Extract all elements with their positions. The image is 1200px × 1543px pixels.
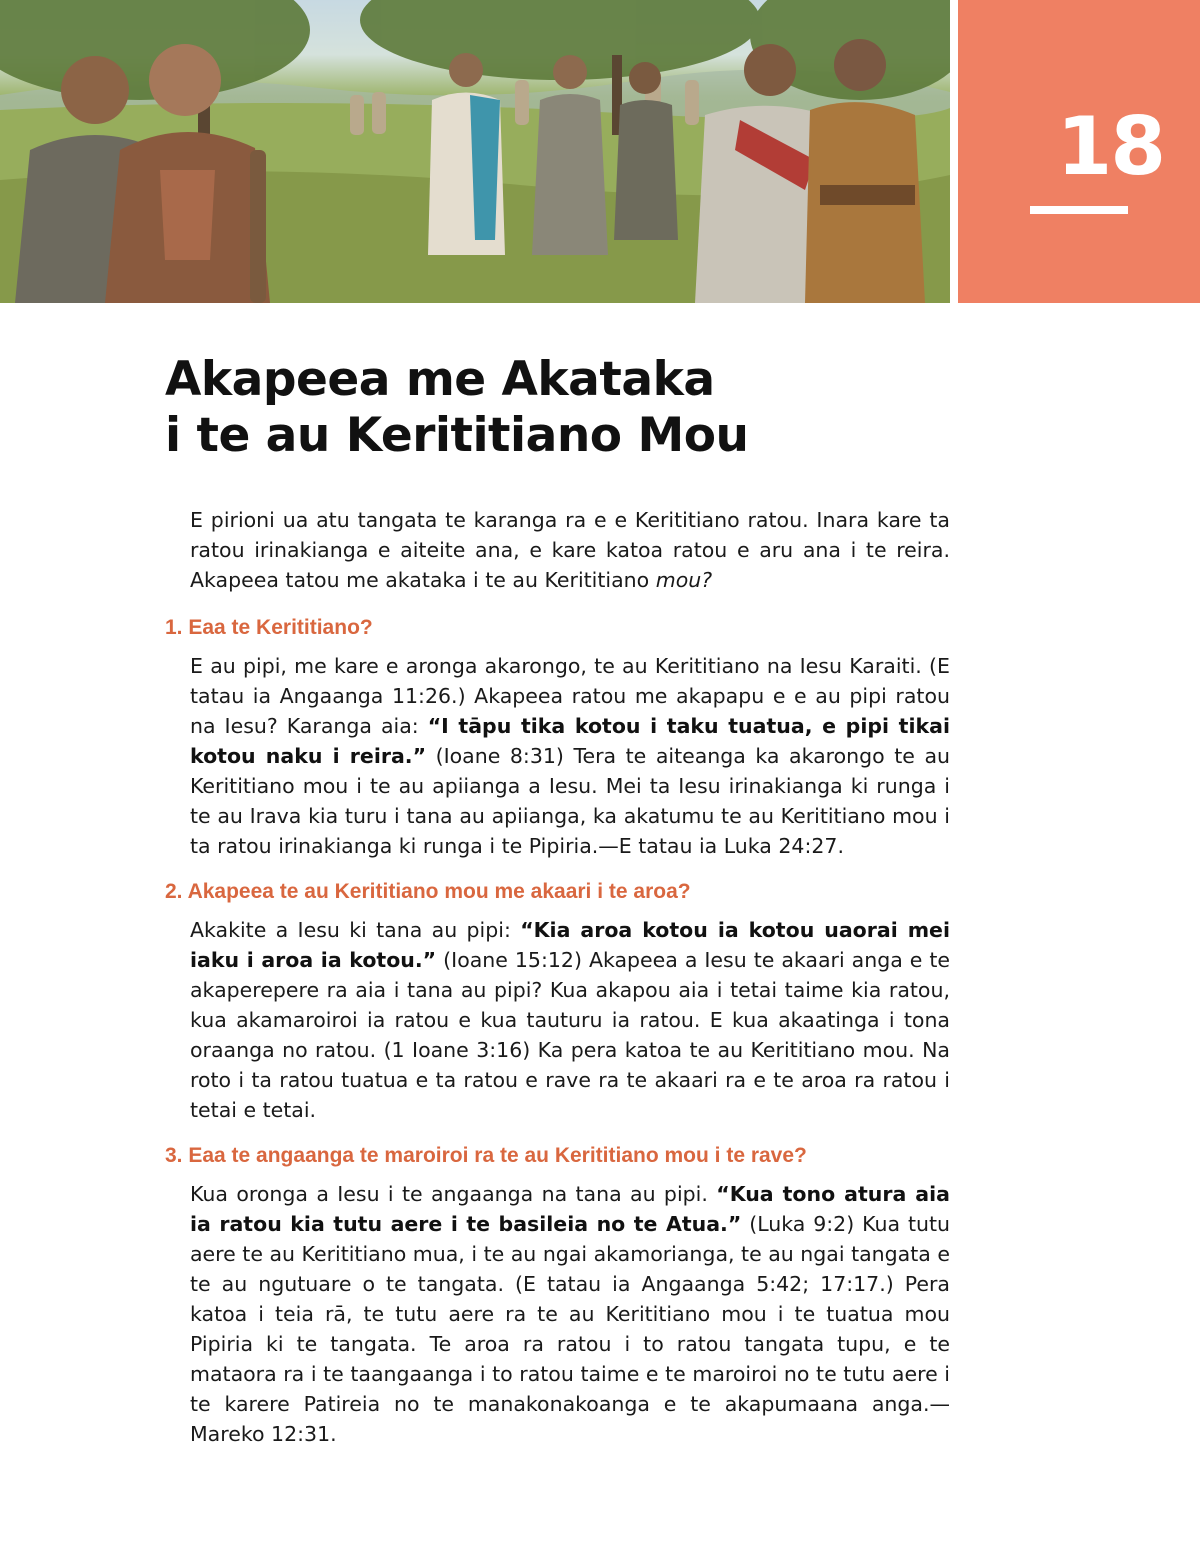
question-2-heading: 2. Akapeea te au Kerititiano mou me akaari i te aroa? [165, 880, 691, 903]
lesson-number: 18 [1056, 100, 1164, 193]
disciples-walking-illustration [0, 0, 950, 303]
answer-1-text-start: E au pipi, me kare e aronga akarongo, te au Kerititiano na Iesu Karaiti. (E tatau ia Angaanga 11:26.) Akapeea ratou me akapapu e e au pipi ratou na Iesu? Karanga aia: [190, 654, 950, 738]
intro-emphasis: mou? [655, 568, 713, 592]
answer-2-paragraph [190, 915, 950, 1125]
answer-3-quote: “Kua tono atura aia ia ratou kia tutu aere i te basileia no te Atua.” [190, 1182, 950, 1236]
lesson-number-underline [1030, 206, 1128, 214]
answer-2-text-end: (Ioane 15:12) Akapeea a Iesu te akaari anga e te akaperepere ra aia i tana au pipi? Kua akapou aia i tetai taime kia ratou, kua akamaroiroi ia ratou e kua tauturu ia ratou. E kua akaatinga i tona oraanga no ratou. (1 Ioane 3:16) Ka pera katoa te au Kerititiano mou. Na roto i ta ratou tuatua e ta ratou e rave ra te akaari ra e te aroa ra ratou i tetai e tetai. [190, 948, 950, 1122]
answer-1-text-end: (Ioane 8:31) Tera te aiteanga ka akarongo te au Kerititiano mou i te au apiianga a Iesu. Mei ta Iesu irinakianga ki runga i te au Irava kia turu i tana au apiianga, ka akatumu te au Kerititiano mou i ta ratou irinakianga ki runga i te Pipiria.—E tatau ia Luka 24:27. [190, 744, 951, 858]
answer-3-text-end: (Luka 9:2) Kua tutu aere te au Kerititiano mua, i te au ngai akamorianga, te au ngai tangata e te au ngutuare o te tangata. (E tatau ia Angaanga 5:42; 17:17.) Pera katoa i teia rā, te tutu aere ra te au Kerititiano mou i te tuatua mou Pipiria ki te tangata. Te aroa ra ratou i to ratou tangata tupu, e te mataora ra i te taangaanga i to ratou taime e te maroiroi no te tutu aere i te karere Patireia no te manakonakoanga e te akapumaana anga.—Mareko 12:31. [190, 1212, 951, 1446]
answer-1-quote: “I tāpu tika kotou i taku tuatua, e pipi tikai kotou naku i reira.” [190, 714, 950, 768]
lesson-title-line-1: Akapeea me Akataka [165, 352, 715, 407]
answer-3-text-start: Kua oronga a Iesu i te angaanga na tana au pipi. [190, 1182, 717, 1206]
question-1-heading: 1. Eaa te Kerititiano? [165, 616, 373, 639]
lesson-title-line-2: i te au Kerititiano Mou [165, 408, 749, 463]
lesson-number-block [958, 0, 1200, 303]
intro-text: E pirioni ua atu tangata te karanga ra e e Kerititiano ratou. Inara kare ta ratou irinakianga e aiteite ana, e kare katoa ratou e aru ana i te reira. Akapeea tatou me akataka i te au Kerititiano [190, 508, 950, 592]
question-3-heading: 3. Eaa te angaanga te maroiroi ra te au Kerititiano mou i te rave? [165, 1144, 807, 1167]
answer-1-paragraph [190, 651, 950, 861]
intro-paragraph [190, 505, 950, 595]
header-illustration [0, 0, 950, 303]
answer-2-quote: “Kia aroa kotou ia kotou uaorai mei iaku i aroa ia kotou.” [190, 918, 950, 972]
answer-2-text-start: Akakite a Iesu ki tana au pipi: [190, 918, 521, 942]
lesson-body [165, 505, 955, 1467]
answer-3-paragraph [190, 1179, 950, 1449]
lesson-title [165, 352, 945, 464]
